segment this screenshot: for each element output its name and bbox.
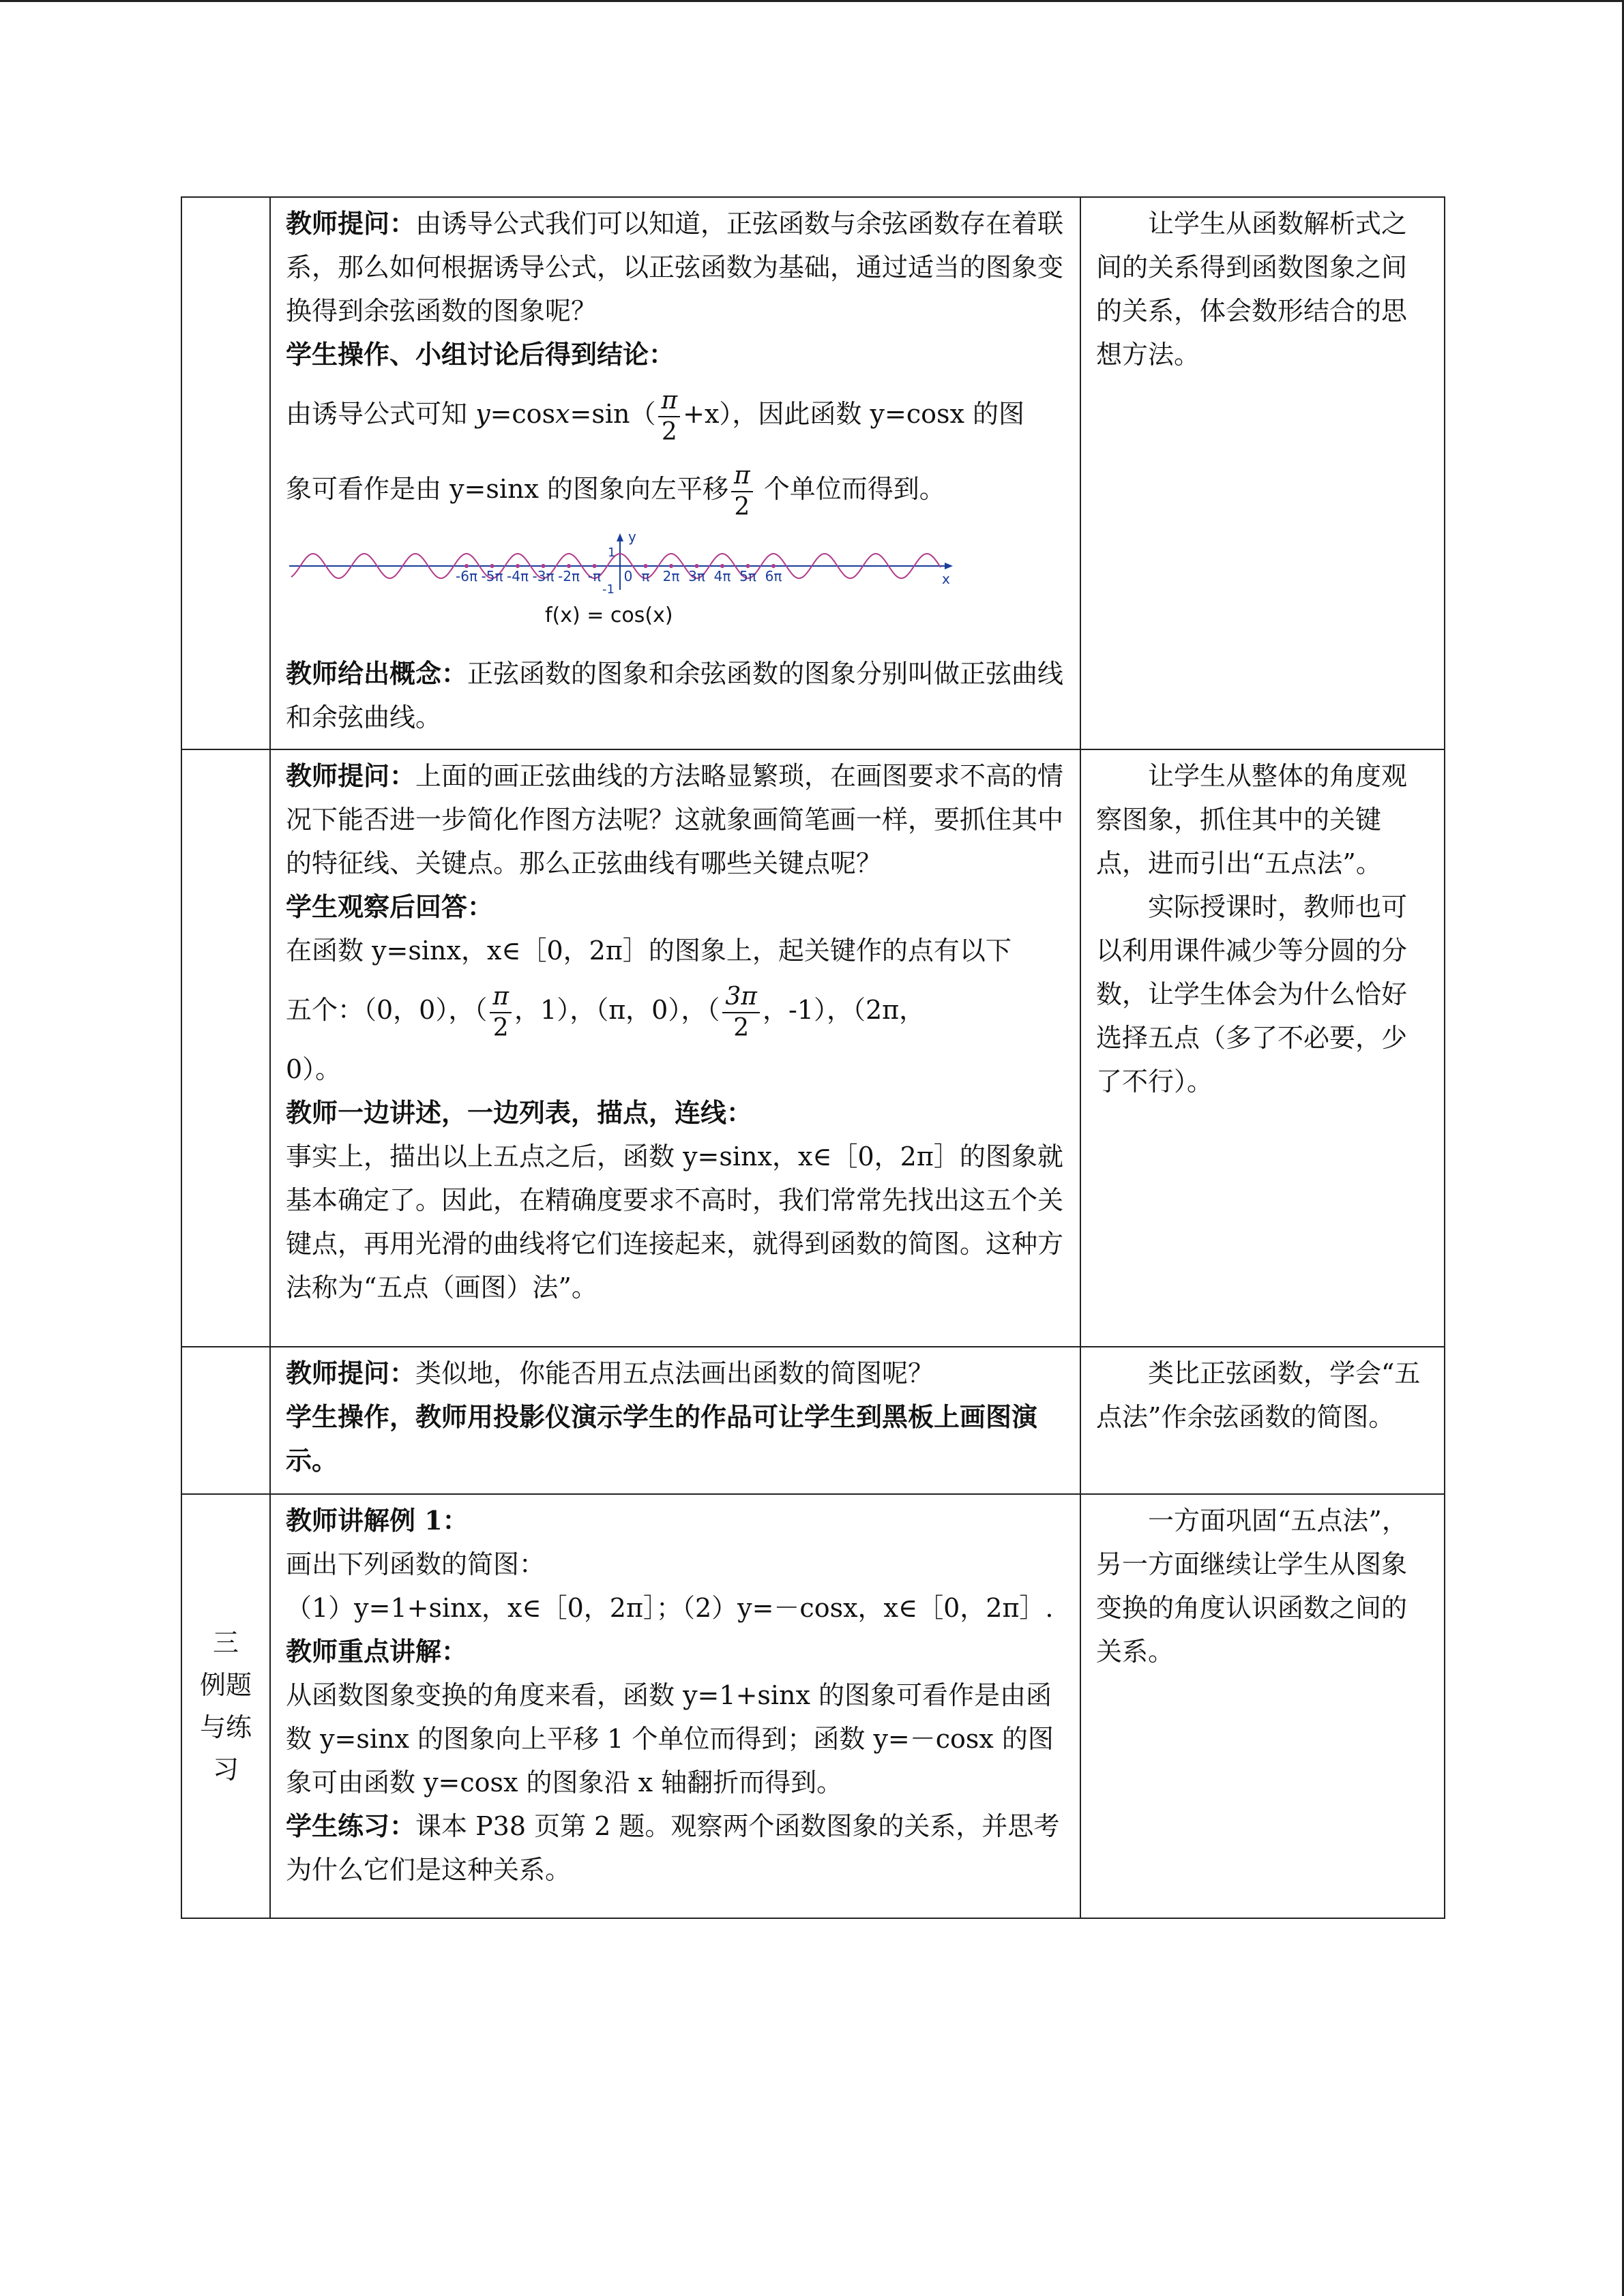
formula-line: [286, 376, 1067, 451]
lesson-table: [181, 196, 1445, 1919]
teacher-question-label: 教师提问：: [286, 1358, 416, 1388]
cosine-graph-svg: [286, 532, 954, 648]
key-points-intro: 在函数 y=sinx，x∈［0，2π］的图象上，起关键作的点有以下: [286, 936, 1012, 966]
tick-label: -2π: [558, 568, 580, 584]
fraction-pi-over-2: $\frac{\pi}{2}$: [658, 386, 680, 447]
student-operation-label: 学生操作、小组讨论后得到结论：: [286, 339, 675, 370]
fraction-pi-over-2: $\frac{\pi}{2}$: [490, 982, 512, 1043]
stage-line: 三: [212, 1628, 239, 1658]
key-points-end: 0）。: [286, 1054, 342, 1084]
teacher-question-text: 上面的画正弦曲线的方法略显繁琐，在画图要求不高的情况下能否进一步简化作图方法呢？这就象画简笔画一样，要抓住其中的特征线、关键点。那么正弦曲线有哪些关键点呢？: [286, 761, 1064, 878]
teacher-question-label: 教师提问：: [286, 760, 416, 791]
note-text: 让学生从函数解析式之间的关系得到函数图象之间的关系，体会数形结合的思想方法。: [1096, 209, 1408, 370]
stage-line: 习: [212, 1755, 239, 1785]
tick-label: -6π: [456, 568, 477, 584]
tick-label: 5π: [739, 568, 756, 584]
shift-pre: 象可看作是由 y=sinx 的图象向左平移: [286, 474, 729, 504]
pts-b: ，1），（π，0），（: [514, 995, 720, 1025]
fraction-3pi-over-2: $\frac{3\pi}{2}$: [722, 982, 760, 1043]
x-axis-label: x: [942, 571, 950, 587]
stage-cell: [181, 197, 270, 749]
key-points-line: [286, 972, 1067, 1047]
note-text: 实际授课时，教师也可以利用课件减少等分圆的分数，让学生体会为什么恰好选择五点（多了不必要，少了不行）。: [1096, 892, 1408, 1097]
paragraph: [286, 1352, 1067, 1395]
stage-line: 例题: [199, 1670, 252, 1700]
note-text: 类比正弦函数，学会“五点法”作余弦函数的简图。: [1096, 1358, 1421, 1432]
example-intro: 画出下列函数的简图：: [286, 1549, 546, 1579]
stage-cell: [181, 1494, 270, 1918]
graph-caption: f(x) = cos(x): [545, 603, 673, 627]
tick-label: 0: [623, 568, 633, 584]
pts-c: ，-1），（2π，: [762, 995, 926, 1025]
tick-label: 6π: [765, 568, 782, 584]
table-row: [181, 749, 1445, 1347]
tick-label: 3π: [688, 568, 705, 584]
note-text: 让学生从整体的角度观察图象，抓住其中的关键点，进而引出“五点法”。: [1096, 761, 1408, 878]
table-row: [181, 1347, 1445, 1494]
pts-a: 五个：（0，0），（: [286, 995, 488, 1025]
note-text: 一方面巩固“五点法”，另一方面继续让学生从图象变换的角度认识函数之间的关系。: [1096, 1506, 1408, 1667]
table-row: [181, 197, 1445, 749]
key-explain-label: 教师重点讲解：: [286, 1636, 468, 1667]
formula-x: x: [555, 399, 570, 429]
concept-label: 教师给出概念：: [286, 658, 468, 689]
formula-y: y: [475, 399, 490, 429]
tick-label: -3π: [532, 568, 555, 584]
note-cell: [1080, 1494, 1445, 1918]
stage-line: 与练: [199, 1712, 252, 1742]
note-cell: [1080, 749, 1445, 1347]
stage-cell: [181, 749, 270, 1347]
paragraph: [286, 652, 1067, 739]
note-cell: [1080, 197, 1445, 749]
tick-label: -π: [587, 568, 602, 584]
example-label: 教师讲解例 1：: [286, 1505, 469, 1536]
formula-eq2: =sin（: [570, 399, 656, 429]
teacher-question-label: 教师提问：: [286, 208, 416, 239]
paragraph: [286, 754, 1067, 885]
student-observe-label: 学生观察后回答：: [286, 891, 494, 922]
paragraph: [286, 1804, 1067, 1892]
teacher-talk-label: 教师一边讲述，一边列表，描点，连线：: [286, 1097, 753, 1128]
stage-cell: [181, 1347, 270, 1494]
page-border-top: [0, 0, 1624, 2]
shift-post: 个单位而得到。: [755, 474, 945, 504]
x-axis-arrow: [945, 563, 953, 569]
teacher-talk-text: 事实上，描出以上五点之后，函数 y=sinx，x∈［0，2π］的图象就基本确定了。因此，在精确度要求不高时，我们常常先找出这五个关键点，再用光滑的曲线将它们连接起来，就得到函数的简图。这种方法称为“五点（画图）法”。: [286, 1142, 1064, 1302]
content-cell: [270, 749, 1080, 1347]
teacher-question-text: 类似地，你能否用五点法画出函数的简图呢？: [415, 1358, 934, 1388]
y-axis-arrow: [617, 533, 623, 541]
formula-post: +x），因此函数 y=cosx 的图: [683, 399, 1024, 429]
content-cell: [270, 197, 1080, 749]
tick-label: 4π: [713, 568, 731, 584]
formula-pre: 由诱导公式可知: [286, 399, 476, 429]
cosine-graph: [286, 532, 1067, 648]
practice-text: 课本 P38 页第 2 题。观察两个函数图象的关系，并思考为什么它们是这种关系。: [286, 1811, 1060, 1885]
y-bottom-label: -1: [602, 582, 615, 597]
key-explain-text: 从函数图象变换的角度来看，函数 y=1+sinx 的图象可看作是由函数 y=sinx 的图象向上平移 1 个单位而得到；函数 y=－cosx 的图象可由函数 y=cosx 的图象沿 x 轴翻折而得到。: [286, 1680, 1054, 1798]
paragraph: [286, 202, 1067, 333]
practice-label: 学生练习：: [286, 1810, 416, 1841]
student-operation-text: 学生操作，教师用投影仪演示学生的作品可让学生到黑板上画图演示。: [286, 1401, 1038, 1476]
fraction-pi-over-2: $\frac{\pi}{2}$: [731, 461, 753, 522]
tick-label: 2π: [662, 568, 680, 584]
tick-label: π: [641, 568, 650, 584]
example-items: （1）y=1+sinx，x∈［0，2π］；（2）y=－cosx，x∈［0，2π］.: [286, 1593, 1054, 1623]
y-axis-label: y: [628, 532, 636, 545]
tick-label: -5π: [481, 568, 503, 584]
teacher-question-text: 由诱导公式我们可以知道，正弦函数与余弦函数存在着联系，那么如何根据诱导公式，以正弦函数为基础，通过适当的图象变换得到余弦函数的图象呢？: [286, 209, 1064, 326]
shift-line: [286, 451, 1067, 526]
y-top-label: 1: [608, 546, 616, 560]
note-cell: [1080, 1347, 1445, 1494]
formula-eq1: =cos: [490, 399, 556, 429]
content-cell: [270, 1494, 1080, 1918]
tick-label: -4π: [507, 568, 529, 584]
concept-text: 正弦函数的图象和余弦函数的图象分别叫做正弦曲线和余弦曲线。: [286, 659, 1064, 732]
table-row: [181, 1494, 1445, 1918]
content-cell: [270, 1347, 1080, 1494]
